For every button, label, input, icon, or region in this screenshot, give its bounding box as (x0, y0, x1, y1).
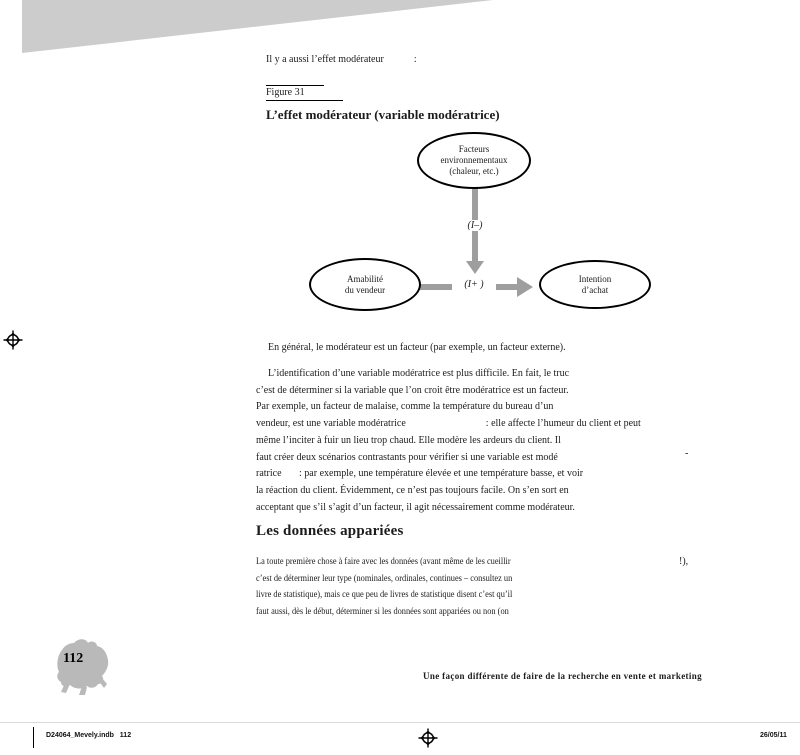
body-line: La toute première chose à faire avec les données (avant même de les cueillir (256, 557, 511, 567)
crop-mark (33, 727, 34, 748)
print-slug: D24064_Mevely.indb 112 (46, 732, 132, 739)
gray-corner-wedge (22, 0, 493, 53)
body-line: faut créer deux scénarios contrastants pour vérifier si une variable est modé (256, 451, 558, 463)
intro-line: Il y a aussi l’effet modérateur : (266, 54, 417, 65)
section-heading: Les données appariées (256, 523, 404, 539)
figure-label-overline (266, 85, 324, 86)
paragraph-1: En général, le modérateur est un facteur (par exemple, un facteur externe). (268, 342, 566, 353)
paragraph-3 (256, 554, 512, 620)
figure-title: L’effet modérateur (variable modératrice) (266, 107, 500, 122)
running-title: Une façon différente de faire de la recherche en vente et marketing (423, 671, 702, 681)
body-line: la réaction du client. Évidemment, ce n’est pas toujours facile. On s’en sort en (256, 484, 569, 496)
figure-label-underline (266, 100, 343, 101)
body-line: vendeur, est une variable modératrice : elle affecte l’humeur du client et peut (256, 418, 641, 430)
body-line: même l’inciter à fuir un lieu trop chaud. Elle modère les ardeurs du client. Il (256, 434, 561, 446)
body-line: acceptant que s’il s’agit d’un facteur, il agit nécessairement comme modérateur. (256, 501, 575, 513)
print-date: 26/05/11 (760, 732, 787, 739)
body-line: c’est de déterminer si la variable que l’on croit être modératrice est un facteur. (256, 384, 569, 396)
body-line: Par exemple, un facteur de malaise, comme la température du bureau d’un (256, 401, 554, 413)
page-number: 112 (63, 651, 84, 666)
diagram-node-intention (539, 260, 651, 309)
print-bar-divider (0, 722, 800, 723)
body-line: ratrice : par exemple, une température élevée et une température basse, et voir (256, 468, 584, 480)
diagram-node-facteurs (417, 132, 531, 189)
margin-exclamation: !), (679, 556, 689, 567)
vertical-arrow-head-icon (466, 261, 484, 274)
vertical-arrow-label: (I–) (453, 220, 497, 231)
node-text-line: Amabilité (347, 273, 383, 284)
horizontal-arrow-head-icon (517, 277, 533, 297)
node-text-line: Facteurs (458, 144, 490, 154)
margin-hyphen: - (685, 448, 689, 459)
body-line: L’identification d’une variable modératrice est plus difficile. En fait, le truc (268, 368, 570, 379)
body-line: c’est de déterminer leur type (nominales, ordinales, continues – consultez un (256, 573, 513, 584)
body-line: livre de statistique), mais ce que peu de livres de statistique disent c’est qu’il (256, 590, 513, 601)
node-text-line: (chaleur, etc.) (449, 166, 499, 176)
node-text-line: d’achat (581, 284, 609, 295)
body-line: faut aussi, dès le début, déterminer si les données sont appariées ou non (on (256, 606, 509, 617)
horizontal-arrow-label: (I+ ) (452, 279, 496, 290)
node-text-line: environnementaux (440, 155, 508, 165)
paragraph-2 (256, 366, 641, 516)
diagram-node-amabilite (309, 258, 421, 311)
figure-label: Figure 31 (266, 87, 305, 98)
node-text-line: du vendeur (344, 284, 386, 295)
registration-mark-icon (418, 728, 438, 748)
node-text-line: Intention (578, 273, 612, 284)
registration-mark-icon (3, 330, 23, 350)
